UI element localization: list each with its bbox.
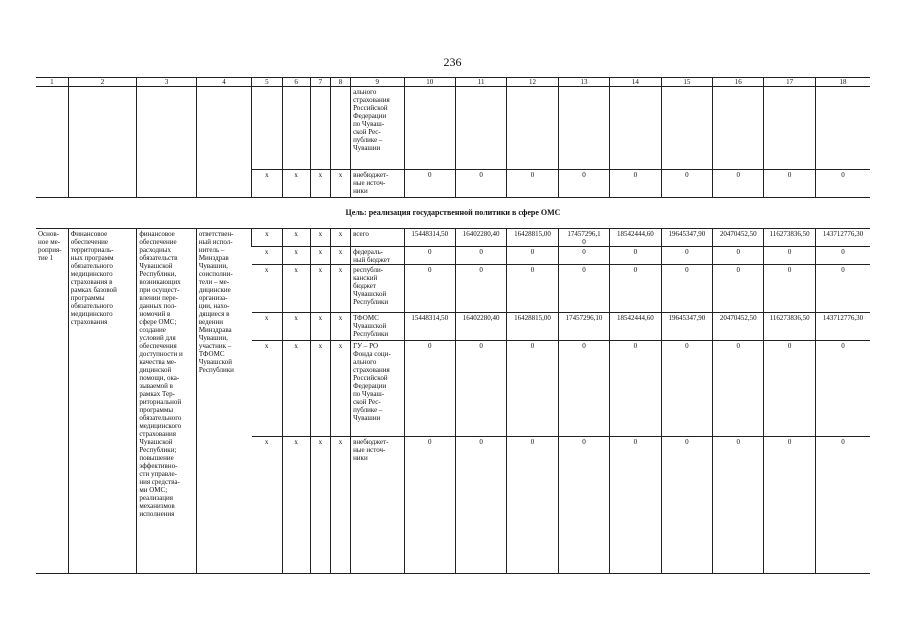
value-cell: 0 [764,170,815,198]
funding-source: ТФОМС Чувашской Республики [351,313,404,341]
value-cell: 20470452,50 [713,313,764,341]
table-cell [68,170,137,198]
table-cell: х [252,170,282,198]
table-cell: х [252,229,282,247]
table-cell: х [330,437,350,574]
value-cell [815,87,870,170]
value-cell: 0 [661,247,712,265]
column-number: 7 [310,78,330,87]
funding-source: республи- канский бюджет Чувашской Республики [351,265,404,313]
value-cell: 0 [713,265,764,313]
table-cell: х [252,341,282,437]
value-cell: 116273836,50 [764,313,815,341]
table-cell: х [330,265,350,313]
column-number: 8 [330,78,350,87]
funding-source: ального страхования Российской Федерации по Чуваш- ской Рес- публике – Чувашии [351,87,404,170]
table-cell: х [310,170,330,198]
funding-source: ГУ – РО Фонда соци- ального страхования Российской Федерации по Чуваш- ской Рес- публике – Чувашии [351,341,404,437]
value-cell: 0 [713,247,764,265]
value-cell: 0 [455,170,506,198]
table-cell [196,170,251,198]
table-cell [310,87,330,170]
value-cell: 0 [815,437,870,574]
column-number: 9 [351,78,404,87]
value-cell: 19645347,90 [661,229,712,247]
value-cell: 0 [507,170,558,198]
value-cell [404,87,455,170]
value-cell [610,87,661,170]
value-cell: 17457296,1 0 [558,229,609,247]
value-cell: 0 [661,265,712,313]
value-cell: 15448314,50 [404,229,455,247]
table-cell: х [252,313,282,341]
value-cell: 0 [404,247,455,265]
table-cell: х [310,437,330,574]
table-cell: х [282,170,310,198]
event-description: финансовое обеспечение расходных обязательств Чувашской Республики, возникающих при осущест- влении пере- данных пол- номочий в сфере ОМС; создание условий для обеспечения доступности и качества ме- дицинской помощи, ока- зываемой в рамках Тер- риториальной программы обязательного медицинского страхования Чувашской Республики; повышение эффективно- сти управле- ния средства- ми ОМС; реализация механизмов исполнения [137,229,196,574]
value-cell: 18542444,60 [610,313,661,341]
value-cell [507,87,558,170]
value-cell: 16428815,00 [507,229,558,247]
value-cell: 0 [661,437,712,574]
table-cell: х [282,265,310,313]
column-number: 5 [252,78,282,87]
value-cell: 0 [713,437,764,574]
value-cell: 18542444,60 [610,229,661,247]
column-number: 11 [455,78,506,87]
table-row [36,87,870,170]
goal-heading: Цель: реализация государственной политики в сфере ОМС [345,208,561,217]
value-cell: 0 [558,170,609,198]
value-cell: 0 [610,247,661,265]
value-cell: 0 [455,341,506,437]
value-cell: 0 [764,437,815,574]
value-cell: 0 [558,265,609,313]
table-cell: х [330,341,350,437]
value-cell: 0 [507,247,558,265]
value-cell: 0 [404,341,455,437]
table-cell [282,87,310,170]
value-cell: 143712776,30 [815,313,870,341]
value-cell: 0 [558,247,609,265]
table-cell: х [330,247,350,265]
column-number: 2 [68,78,137,87]
table-cell: х [330,170,350,198]
value-cell: 0 [558,437,609,574]
value-cell: 0 [815,247,870,265]
table-cell: х [310,265,330,313]
value-cell: 17457296,10 [558,313,609,341]
value-cell: 0 [661,341,712,437]
table-row [36,170,870,198]
table-cell: х [282,313,310,341]
value-cell [455,87,506,170]
funding-source: федераль- ный бюджет [351,247,404,265]
column-number: 12 [507,78,558,87]
value-cell: 0 [764,341,815,437]
table-cell [196,87,251,170]
value-cell [661,87,712,170]
value-cell: 0 [713,170,764,198]
table-cell: х [282,229,310,247]
value-cell: 16402280,40 [455,313,506,341]
page-number: 236 [443,55,462,69]
value-cell [764,87,815,170]
value-cell: 15448314,50 [404,313,455,341]
value-cell [558,87,609,170]
table-cell: х [310,229,330,247]
value-cell: 20470452,50 [713,229,764,247]
table-cell: х [310,341,330,437]
table-cell [137,170,196,198]
column-number: 14 [610,78,661,87]
value-cell: 0 [404,265,455,313]
value-cell: 0 [815,170,870,198]
value-cell: 0 [455,247,506,265]
column-number: 6 [282,78,310,87]
column-number: 1 [36,78,68,87]
column-numbers-row [36,78,870,87]
event-name: Финансовое обеспечение территориаль- ных программ обязательного медицинского страхования в рамках базовой программы обязательного медицинского страхования [68,229,137,574]
value-cell: 0 [507,265,558,313]
value-cell: 0 [713,341,764,437]
table-cell: х [282,247,310,265]
event-label: Основ- ное ме- роприя- тие 1 [38,230,62,262]
column-number: 16 [713,78,764,87]
value-cell: 0 [558,341,609,437]
column-number: 18 [815,78,870,87]
table-cell [68,87,137,170]
table-cell: х [252,265,282,313]
value-cell: 0 [610,265,661,313]
main-table [36,228,870,574]
table-cell: х [330,229,350,247]
table-cell [330,87,350,170]
value-cell: 16428815,00 [507,313,558,341]
column-number: 13 [558,78,609,87]
table-cell: х [252,247,282,265]
column-number: 4 [196,78,251,87]
table-cell [252,87,282,170]
value-cell: 0 [815,265,870,313]
value-cell: 0 [764,265,815,313]
value-cell: 0 [455,437,506,574]
table-cell: х [310,247,330,265]
value-cell: 0 [764,247,815,265]
column-number: 17 [764,78,815,87]
table-cell [36,170,68,198]
table-cell: х [252,437,282,574]
funding-source: всего [351,229,404,247]
column-number: 3 [137,78,196,87]
responsible-executor: ответствен- ный испол- нитель – Минздрав Чувашии, соисполни- тели – ме- дицинские организа- ции, нахо- дящиеся в ведении Минздрава Чувашии, участник – ТФОМС Чувашской Республики [196,229,251,574]
value-cell: 143712776,30 [815,229,870,247]
funding-source: внебюджет- ные источ- ники [351,437,404,574]
table-cell: х [310,313,330,341]
funding-source: внебюджет- ные источ- ники [351,170,404,198]
value-cell [713,87,764,170]
value-cell: 0 [815,341,870,437]
value-cell: 19645347,90 [661,313,712,341]
continuation-table [36,77,870,198]
column-number: 15 [661,78,712,87]
table-row [36,229,870,247]
value-cell: 0 [507,437,558,574]
table-cell [36,87,68,170]
table-cell: х [282,341,310,437]
table-cell [137,87,196,170]
value-cell: 0 [610,170,661,198]
value-cell: 0 [455,265,506,313]
value-cell: 116273836,50 [764,229,815,247]
value-cell: 16402280,40 [455,229,506,247]
value-cell: 0 [610,341,661,437]
table-cell: х [282,437,310,574]
table-cell: х [330,313,350,341]
value-cell: 0 [507,341,558,437]
column-number: 10 [404,78,455,87]
value-cell: 0 [610,437,661,574]
value-cell: 0 [404,437,455,574]
value-cell: 0 [661,170,712,198]
value-cell: 0 [404,170,455,198]
